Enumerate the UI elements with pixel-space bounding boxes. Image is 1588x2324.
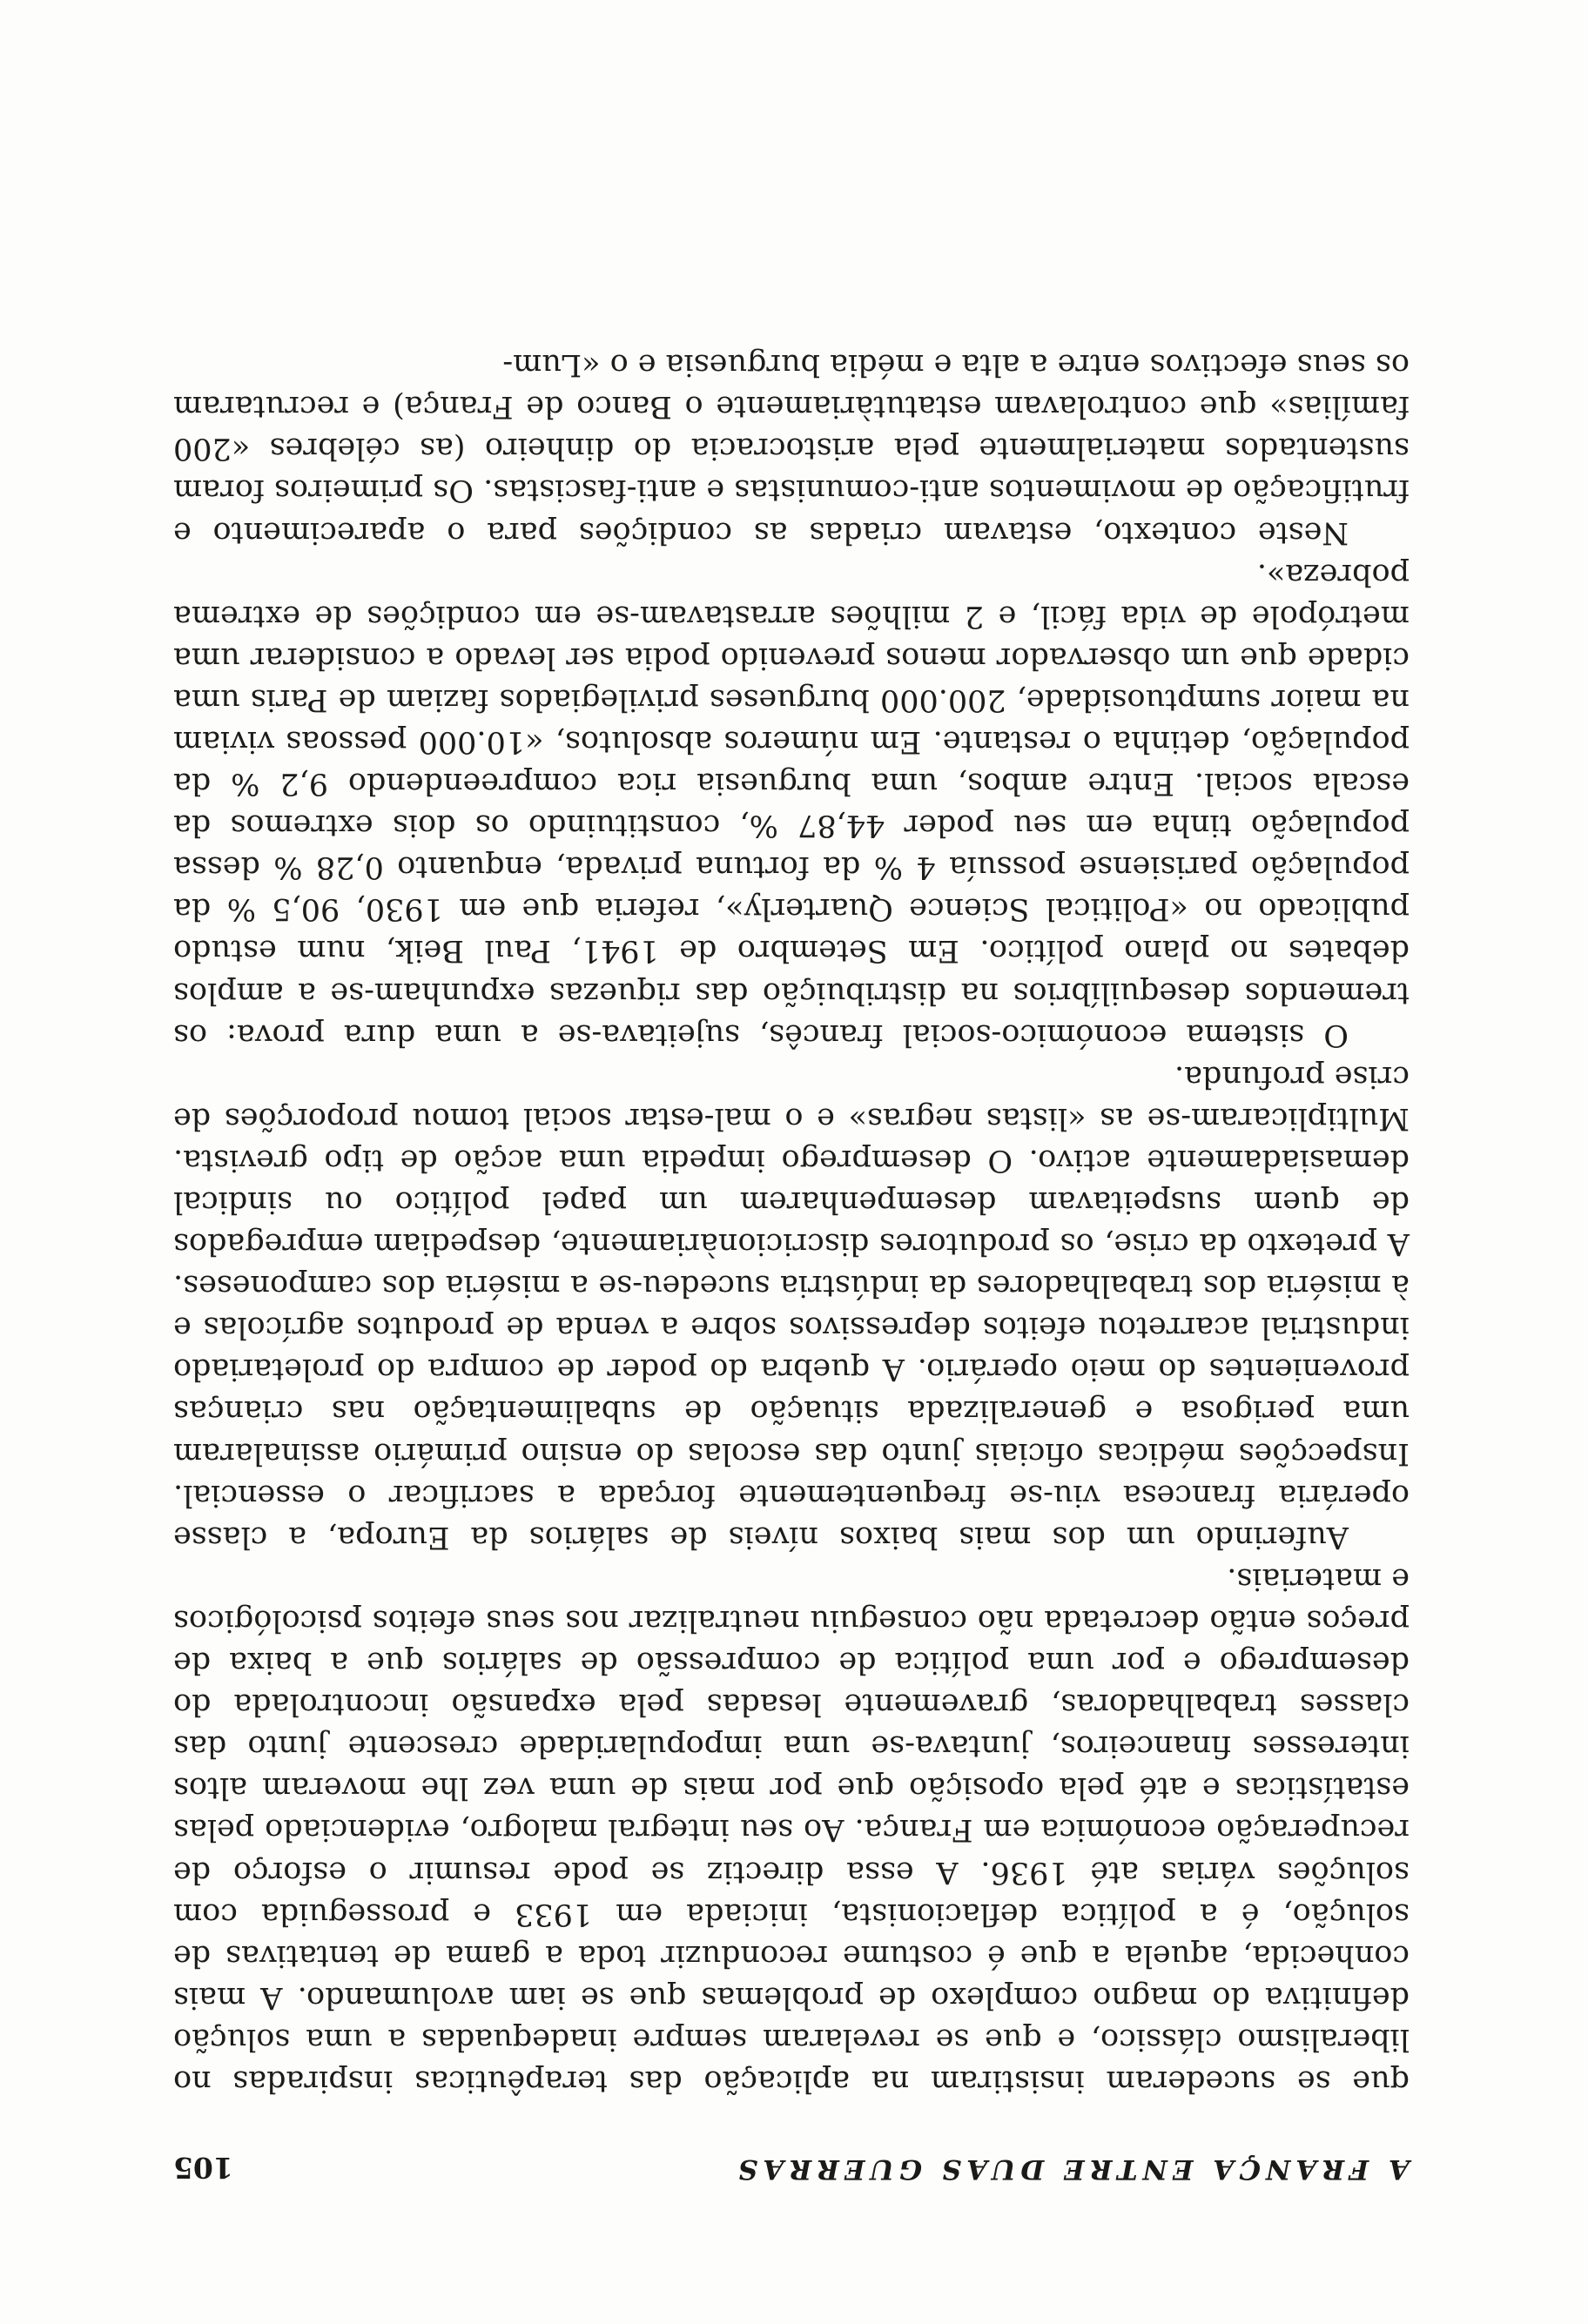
paragraph: O sistema económico-social francês, sujeitava-se a uma dura prova: os tremendos desequilíbrios na distribuição das riquezas expunham-se a amplos debates no plano político. Em Setembro de 1941, Paul Beik, num estudo publicado no «Political Science Quarterly», referia que em 1930, 90,5 % da população parisiense possuía 4 % da fortuna privada, enquanto 0,28 % dessa população tinha em seu poder 44,87 %, constituindo os dois extremos da escala social. Entre ambos, uma burguesia rica compreendendo 9,2 % da população, detinha o restante. Em números absolutos, «10.000 pessoas viviam na maior sumptuosidade, 200.000 burgueses privilegiados faziam de Paris uma cidade que um observador menos prevenido podia ser levado a considerar uma metrópole de vida fácil, e 2 milhões arrastavam-se em condições de extrema pobreza». <box>173 556 1410 1052</box>
paragraph: Neste contexto, estavam criadas as condições para o aparecimento e frutificação de movimentos anti-comunistas e anti-fascistas. Os primeiros foram sustentados materialmente pela aristocracia do dinheiro (as célebres «200 famílias» que controlavam estatutàriamente o Banco de França) e recrutaram os seus efectivos entre a alta e média burguesia e o «Lum- <box>173 347 1410 550</box>
body-text <box>173 344 1410 2102</box>
page-number: 105 <box>173 2151 233 2185</box>
paragraph: Auferindo um dos mais baixos níveis de salários da Europa, a classe operária francesa viu-se frequentemente forçada a sacrificar o essencial. Inspecções médicas oficiais junto das escolas do ensino primário assinalaram uma perigosa e generalizada situação de subalimentação nas crianças provenientes do meio operário. A quebra do poder de compra do proletariado industrial acarretou efeitos depressivos sobre a venda de produtos agrícolas e à miséria dos trabalhadores da indústria sucedeu-se a miséria dos camponeses. A pretexto da crise, os produtores discricionàriamente, despediam empregados de quem suspeitavam desempenharem um papel político ou sindical demasiadamente activo. O desemprego impedia uma acção de tipo grevista. Multiplicaram-se as «listas negras» e o mal-estar social tomou proporções de crise profunda. <box>173 1058 1410 1555</box>
paragraph: que se sucederam insistiram na aplicação das terapêuticas inspiradas no liberalismo clássico, e que se revelaram sempre inadequadas a uma solução definitiva do magno complexo de problemas que se iam avolumando. A mais conhecida, aquela a que é costume reconduzir toda a gama de tentativas de solução, é a política deflacionista, iniciada em 1933 e prosseguida com soluções várias até 1936. A essa directiz se pode resumir o esforço de recuperação económica em França. Ao seu integral malogro, evidenciado pelas estatísticas e até pela oposição que por mais de uma vez lhe moveram altos interesses financeiros, juntava-se uma impopularidade crescente junto das classes trabalhadoras, gravemente lesadas pela expansão incontrolada do desemprego e por uma política de compressão de salários que a baixa de preços então decretada não conseguiu neutralizar nos seus efeitos psicológicos e materiais. <box>173 1561 1410 2099</box>
running-title: A FRANÇA ENTRE DUAS GUERRAS <box>732 2153 1410 2185</box>
page-header <box>173 2133 1410 2185</box>
